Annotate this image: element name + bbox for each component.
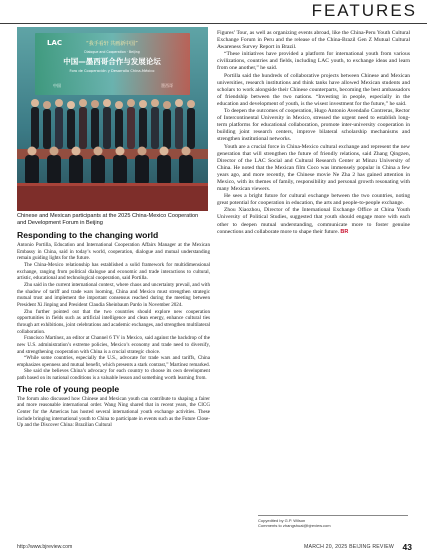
paragraph: Portilla said the hundreds of collaborative projects between Chinese and Mexican universities, research institutions and think tanks have allowed Mexican students and scholars to work alongside their Chinese counterparts, becoming the best ambassadors of friendship between the two nations. “Investing in people, especially in the education and development of youth, is the wisest investment for the future,” he said. [217,72,410,107]
screen-text-right: 墨西哥 [161,83,173,88]
header-rule [0,23,427,24]
banner-line1: “我手看轩 共画新中国” [86,41,138,47]
screen-text-left: 中国 [53,83,61,88]
section-title: FEATURES [311,1,417,20]
paragraph: Francisco Martínez, an editor at Channel 6 TV in Mexico, said against the backdrop of the new U.S. administration’s extreme policies, Mexico’s economy and trade need to diversify, and strengthening cooperation with China is a crucial strategic choice. [17,335,210,355]
paragraph: Zhu further pointed out that the two countries should explore new cooperation opportunities in fields such as artificial intelligence and clean energy, enhance cultural ties through art exhibitions, joint celebrations and academic exchanges, and strengthen multilateral collaboration. [17,308,210,335]
page-number: 43 [402,542,412,552]
paragraph: Figures’ Tour, as well as organizing events abroad, like the China-Peru Youth Cultural Exchange Forum in Peru and the release of the China-Brazil Gen Z Mutual Cultural Awareness Survey Report in Brazil. [217,30,410,51]
paragraph: The China-Mexico relationship has established a solid framework for multidimensional exchange, ranging from political dialogue and economic and trade interactions to cultural, artistic, educational and technological cooperation, said Portilla. [17,261,210,282]
paragraph: Youth are a crucial force in China-Mexico cultural exchange and represent the new generation that will strengthen the future of friendly relations, said Zhang Qingzen, Director of the LAC Social and Cultural Research Center at Minzu University of China. He noted that the Mexican film Coco was immensely popular in China a few years ago, and more recently, the Chinese movie Ne Zha 2 has gained attention in Mexico, with its themes of family, responsibility and personal growth resonating with many Mexican viewers. [217,143,410,193]
page-footer [17,544,412,554]
paragraph: “While some countries, especially the U.S., advocate for trade wars and tariffs, China emphasizes openness and mutual benefit, which presents a stark contrast,” Martínez remarked. [17,355,210,368]
paragraph: Antonio Portilla, Education and International Cooperation Affairs Manager at the Mexican Embassy in China, said in today’s world, cooperation, dialogue and mutual understanding remain guiding lights for the future. [17,242,210,262]
forum-photo [17,27,208,211]
final-paragraph [217,207,410,235]
paragraph: The forum also discussed how Chinese and Mexican youth can contribute to shaping a fairer and more reasonable international order. Wang Ning shared that in recent years, the CICG Center for the Americas has hosted several international youth exchange activities. These include bringing international youth to China to participate in events such as the Future Close-Up and the Discover China: Brazilian Cultural [17,395,210,429]
footer-issue: MARCH 20, 2025 BEIJING REVIEW [304,544,394,550]
banner-line2: Dialogue and Cooperation · Beijing [84,50,140,54]
footer-website: http://www.bjreview.com [17,544,73,550]
br-signoff: BR [340,228,349,235]
paragraph: Zhu said in the current international context, where chaos and uncertainty prevail, and with the shadow of tariff and trade wars looming, China and Mexico must strengthen strategic mutual trust and implement the important consensus reached during the meeting between President Xi Jinping and President Claudia Sheinbaum Pardo in November 2024. [17,281,210,308]
paragraph: To deepen the outcomes of cooperation, Hugo Antonio Avendaño Contreras, Rector of Intercontinental University in Mexico, stressed the urgent need to establish long-term platforms for educational collaboration, promote inter-university cooperation in building joint research centers, improve bilateral scholarship mechanisms and strengthen institutional networks. [217,108,410,143]
heading-young-people: The role of young people [17,383,120,394]
right-column [217,30,410,236]
paragraph: He sees a bright future for cultural exchange between the two countries, noting great potential for cooperation in education, the arts and people-to-people exchange. [217,193,410,207]
photo-caption: Chinese and Mexican participants at the 2025 China-Mexico Cooperation and Development Forum in Beijing [17,213,199,226]
copyeditor-credit: Copyedited by G.P. Wilson [258,518,306,523]
left-column [17,230,210,429]
banner-line4: Foro de Cooperación y Desarrollo China-México [69,69,155,73]
comments-email: Comments to zhangshuai@bjreview.com [258,523,331,528]
banner-line3: 中国—墨西哥合作与发展论坛 [63,57,161,66]
paragraph: She said she believes China’s advocacy for each country to choose its own development path based on its national conditions is a valuable lesson and something worth learning from. [17,368,210,382]
section-header [0,0,427,24]
banner-logo: LAC [47,39,63,47]
credits-box [258,515,408,529]
forum-photo-illustration [17,27,208,211]
heading-changing-world: Responding to the changing world [17,230,159,240]
paragraph-text: Zhou Xiaozhou, Director of the International Exchange Office at China Youth University of Political Studies, suggested that youth should engage more with each other to deepen mutual understanding, communicate more to foster genuine connections and collaborate more to shape their future. [217,207,410,235]
paragraph: “These initiatives have provided a platform for international youth from various civilizations, countries and fields, including LAC youth, to exchange ideas and learn from one another,” he said. [217,51,410,72]
